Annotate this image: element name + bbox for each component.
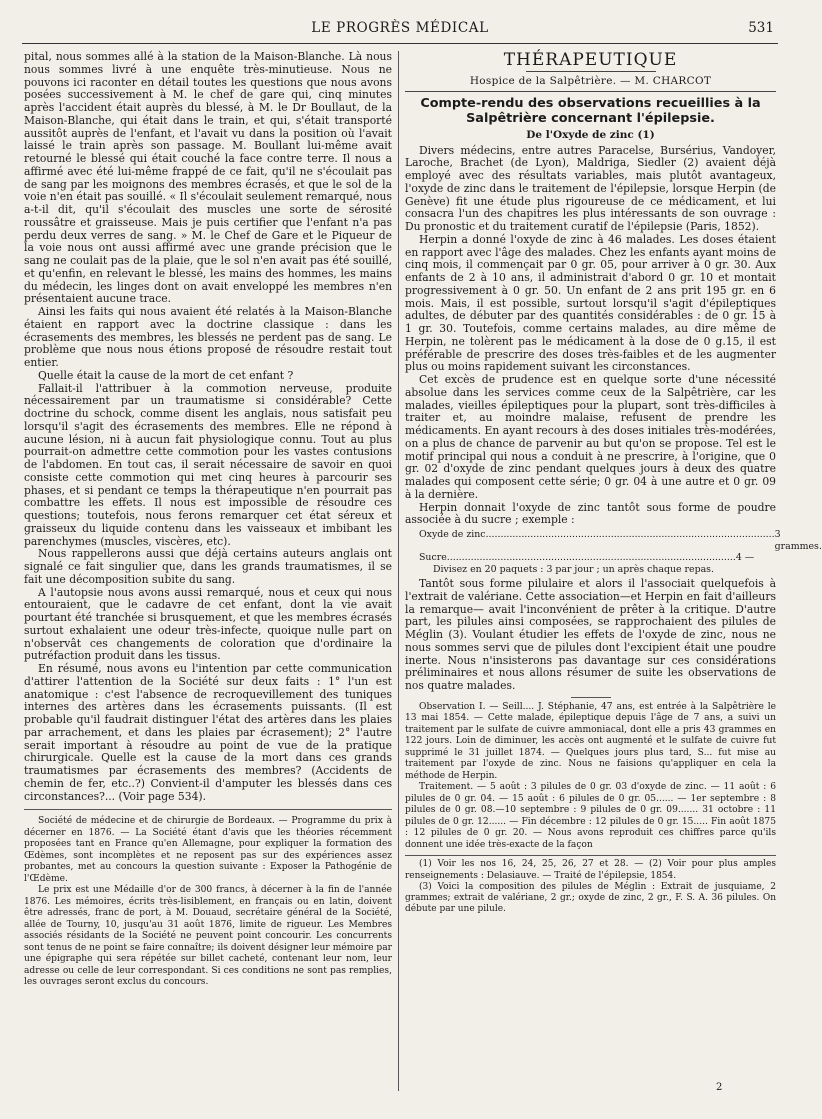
hospital-line: Hospice de la Salpêtrière. — M. CHARCOT [469, 75, 712, 87]
recipe [419, 529, 822, 575]
article-subtitle: De l'Oxyde de zinc (1) [526, 128, 655, 141]
recipe-ingredient: Sucre................................................................................................. [419, 552, 736, 563]
body-paragraph: Fallait-il l'attribuer à la commotion nerveuse, produite nécessairement par un traumatisme si considérable? Cette doctrine du schock, comme disent les anglais, nous satisfait peu lorsqu'il s'agit des écrasements des membres. Elle ne répond à aucune lésion, ni à aucun fait physiologique connu. Tout au plus pourrait-on admettre cette commotion pour les vastes contusions de l'abdomen. En tout cas, il serait nécessaire de savoir en quoi consiste cette commotion qui met cinq heures à parcourir ses phases, et si pendant ce temps la thérapeutique n'en pourrait pas combattre les effets. Il nous est impossible de résoudre ces questions; toutefois, nous ferons remarquer cet état séreux et graisseux du liquide contenu dans les vaisseaux et imbibant les parenchymes (muscles, viscères, etc). [24, 381, 392, 548]
body-paragraph: Herpin a donné l'oxyde de zinc à 46 malades. Les doses étaient en rapport avec l'âge des malades. Chez les enfants ayant moins de cinq mois, il commençait par 0 gr. 05, pour arriver à 0 gr. 30. Aux enfants de 2 à 10 ans, il administrait d'abord 0 gr. 10 et montait progressivement à 0 gr. 50. Un enfant de 2 ans prit 195 gr. en 6 mois. Mais, il est possible, surtout lorsqu'il s'agit d'épileptiques adultes, de débuter par des quantités considérables : de 0 gr. 15 à 1 gr. 30. Toutefois, comme certains malades, au dire même de Herpin, ne tolèrent pas le médicament à la dose de 0 g.15, il est préférable de prescrire des doses très-faibles et de les augmenter plus ou moins rapidement suivant les circonstances. [405, 232, 776, 374]
recipe-quantity: 4 — [735, 552, 755, 563]
recipe-ingredient: Oxyde de zinc................................................................................................. [419, 529, 775, 540]
observation-paragraph: Traitement. — 5 août : 3 pilules de 0 gr. 03 d'oxyde de zinc. — 11 août : 6 pilules de 0 gr. 04. — 15 août : 6 pilules de 0 gr. 05...... — 1er septembre : 8 pilules de 0 gr. 08.—10 septembre : 9 pilules de 0 gr. 09....... 31 octobre : 11 pilules de 0 gr. 12...... — Fin décembre : 12 pilules de 0 gr. 15..... Fin août 1875 : 12 pilules de 0 gr. 20. — Nous avons reproduit ces chiffres parce qu'ils donnent une idée très-exacte de la façon [405, 782, 776, 850]
footnote-rule [405, 855, 776, 856]
body-paragraph: Ainsi les faits qui nous avaient été relatés à la Maison-Blanche étaient en rapport avec la doctrine classique : dans les écrasements des membres, les blessés ne perdent pas de sang. Le problème que nous nous étions proposé de résoudre restait tout entier. [24, 305, 392, 369]
observation-paragraph: Observation I. — Seill.... J. Stéphanie, 47 ans, est entrée à la Salpêtrière le 13 mai 1854. — Cette malade, épileptique depuis l'âge de 7 ans, a suivi un traitement par le sulfate de cuivre ammoniacal, dont elle a pris 43 grammes en 122 jours. Loin de diminuer, les accès ont augmenté et le sulfate de cuivre fut supprimé le 31 juillet 1874. — Quelques jours plus tard, S... fut mise au traitement par l'oxyde de zinc. Nous ne faisions qu'appliquer en cela la méthode de Herpin. [405, 701, 776, 781]
article-title: Compte-rendu des observations recueillies à la Salpêtrière concernant l'épilepsie. [420, 95, 761, 126]
notice-paragraph: Société de médecine et de chirurgie de Bordeaux. — Programme du prix à décerner en 1876. — La Société étant d'avis que les théories récemment proposées tant en France qu'en Allemagne, pour expliquer la formation des Œdèmes, sont incomplètes et ne reposent pas sur des expériences assez probantes, met au concours la question suivante : Exposer la Pathogénie de l'Œdème. [24, 816, 392, 884]
page-number: 531 [748, 20, 774, 36]
body-paragraph: Divers médecins, entre autres Paracelse, Bursérius, Vandoyer, Laroche, Brachet (de Lyon), Maldriga, Siedler (2) avaient déjà employé avec des résultats variables, mais plutôt avantageux, l'oxyde de zinc dans le traitement de l'épilepsie, lorsque Herpin (de Genève) fit une étude plus rigoureuse de ce médicament, et lui consacra l'un des chapitres les plus intéressants de son ouvrage : Du pronostic et du traitement curatif de l'épilepsie (Paris, 1852). [405, 143, 776, 233]
title-rule [526, 71, 656, 72]
header-rule [22, 43, 778, 44]
footnote: (1) Voir les nos 16, 24, 25, 26, 27 et 28. — (2) Voir pour plus amples renseignements : Delasiauve. — Traité de l'épilepsie, 1854. [405, 859, 776, 881]
left-column [24, 51, 392, 989]
footnote: (3) Voici la composition des pilules de Méglin : Extrait de jusquiame, 2 grammes; extrait de valériane, 2 gr.; oxyde de zinc, 2 gr., F. S. A. 36 pilules. On débute par une pilule. [405, 881, 776, 915]
recipe-row [419, 529, 822, 552]
signature-mark: 2 [716, 1082, 723, 1093]
body-paragraph: Quelle était la cause de la mort de cet enfant ? [38, 368, 294, 382]
running-title: LE PROGRÈS MÉDICAL [311, 20, 489, 36]
body-paragraph: A l'autopsie nous avons aussi remarqué, nous et ceux qui nous entouraient, que le cadavre de cet enfant, dont la vie avait pourtant été tranchée si brusquement, et que les membres écrasés surtout exhalaient une odeur très-infecte, quoique nulle part on n'observât ces changements de coloration que d'ordinaire la putréfaction produit dans les tissus. [24, 585, 392, 663]
notice-paragraph: Le prix est une Médaille d'or de 300 francs, à décerner à la fin de l'année 1876. Les mémoires, écrits très-lisiblement, en français ou en latin, doivent être adressés, franc de port, à M. Douaud, secrétaire général de la Société, allée de Tourny, 10, jusqu'au 31 août 1876, limite de rigueur. Les Membres associés résidants de la Société ne peuvent point concourir. Les concurrents sont tenus de ne point se faire connaître; ils doivent désigner leur mémoire par une épigraphe qui sera répétée sur billet cacheté, contenant leur nom, leur adresse ou celle de leur correspondant. Si ces conditions ne sont pas remplies, les ouvrages seront exclus du concours. [24, 885, 392, 988]
body-paragraph: pital, nous sommes allé à la station de la Maison-Blanche. Là nous nous sommes livré à une enquête très-minutieuse. Nous ne pouvons ici raconter en détail toutes les questions que nous avons posées successivement à M. le chef de gare qui, cinq minutes après l'accident était auprès du blessé, à M. le Dr Boullaut, de la Maison-Blanche, qui était dans le train, et qui, s'était transporté aussitôt auprès de l'enfant, et l'avait vu dans la position où l'avait laissé le train après son passage. M. Boullant lui-même avait retourné le blessé qui était couché la face contre terre. Il nous a affirmé avec été lui-même frappé de ce fait, qu'il ne s'écoulait pas de sang par les moignons des membres écrasés, et que le sol de la voie n'en était pas souillé. « Il s'écoulait seulement remarqué, nous a-t-il dit, qu'il s'écoulait des muscles une sorte de sérosité roussâtre et graisseuse. Mais je puis certifier que l'enfant n'a pas perdu deux verres de sang. » M. le Chef de Gare et le Piqueur de la voie nous ont aussi affirmé avec une grande précision que le sang ne coulait pas de la plaie, que le sol n'en avait pas été souillé, et qu'enfin, en relevant le blessé, les mains des hommes, les mains du médecin, les linges dont on avait enveloppé les membres n'en présentaient aucune trace. [24, 50, 392, 306]
right-column [405, 50, 822, 916]
page-header [22, 20, 778, 42]
hospital-rule [405, 91, 776, 92]
body-paragraph: Nous rappellerons aussi que déjà certains auteurs anglais ont signalé ce fait singulier que, dans les grands traumatismes, il se fait une décomposition subite du sang. [24, 547, 392, 586]
column-divider [398, 51, 399, 1091]
body-paragraph: En résumé, nous avons eu l'intention par cette communication d'attirer l'attention de la Société sur deux faits : 1° l'un est anatomique : c'est l'absence de recroquevillement des tuniques internes des artères dans les écrasements puissants. (Il est probable qu'il faudrait distinguer l'état des artères dans les plaies par arrachement, et dans les plaies par écrasement); 2° l'autre serait important à résoudre au point de vue de la pratique chirurgicale. Quelle est la cause de la mort dans ces grands traumatismes par écrasements des membres? (Accidents de chemin de fer, etc..?) Convient-il d'amputer les blessés dans ces circonstances?... (Voir page 534). [24, 662, 392, 803]
recipe-quantity: 3 grammes. [774, 529, 822, 552]
section-title: THÉRAPEUTIQUE [503, 50, 678, 70]
recipe-note: Divisez en 20 paquets : 3 par jour ; un après chaque repas. [433, 563, 714, 575]
recipe-row [419, 552, 776, 564]
section-divider [24, 809, 392, 810]
body-paragraph: Herpin donnait l'oxyde de zinc tantôt sous forme de poudre associée à du sucre ; exemple : [405, 500, 776, 527]
body-paragraph: Tantôt sous forme pilulaire et alors il l'associait quelquefois à l'extrait de valériane. Cette association—et Herpin en fait d'ailleurs la remarque— avait l'inconvénient de prêter à la critique. D'autre part, les pilules ainsi composées, se rapprochaient des pilules de Méglin (3). Voulant étudier les effets de l'oxyde de zinc, nous ne nous sommes servi que de pilules dont l'excipient était une poudre inerte. Nous n'insisterons pas davantage sur ces considérations préliminaires et nous allons résumer de suite les observations de nos quatre malades. [405, 577, 776, 692]
section-divider [571, 697, 611, 698]
body-paragraph: Cet excès de prudence est en quelque sorte d'une nécessité absolue dans les services comme ceux de la Salpêtrière, car les malades, vieilles épileptiques pour la plupart, sont très-difficiles à traiter et, au moindre malaise, refusent de prendre les médicaments. En ayant recours à des doses initiales très-modérées, on a plus de chance de parvenir au but qu'on se propose. Tel est le motif principal qui nous a conduit à ne prescrire, à l'origine, que 0 gr. 02 d'oxyde de zinc pendant quelques jours à deux des quatre malades qui composent cette série; 0 gr. 04 à une autre et 0 gr. 09 à la dernière. [405, 373, 776, 501]
